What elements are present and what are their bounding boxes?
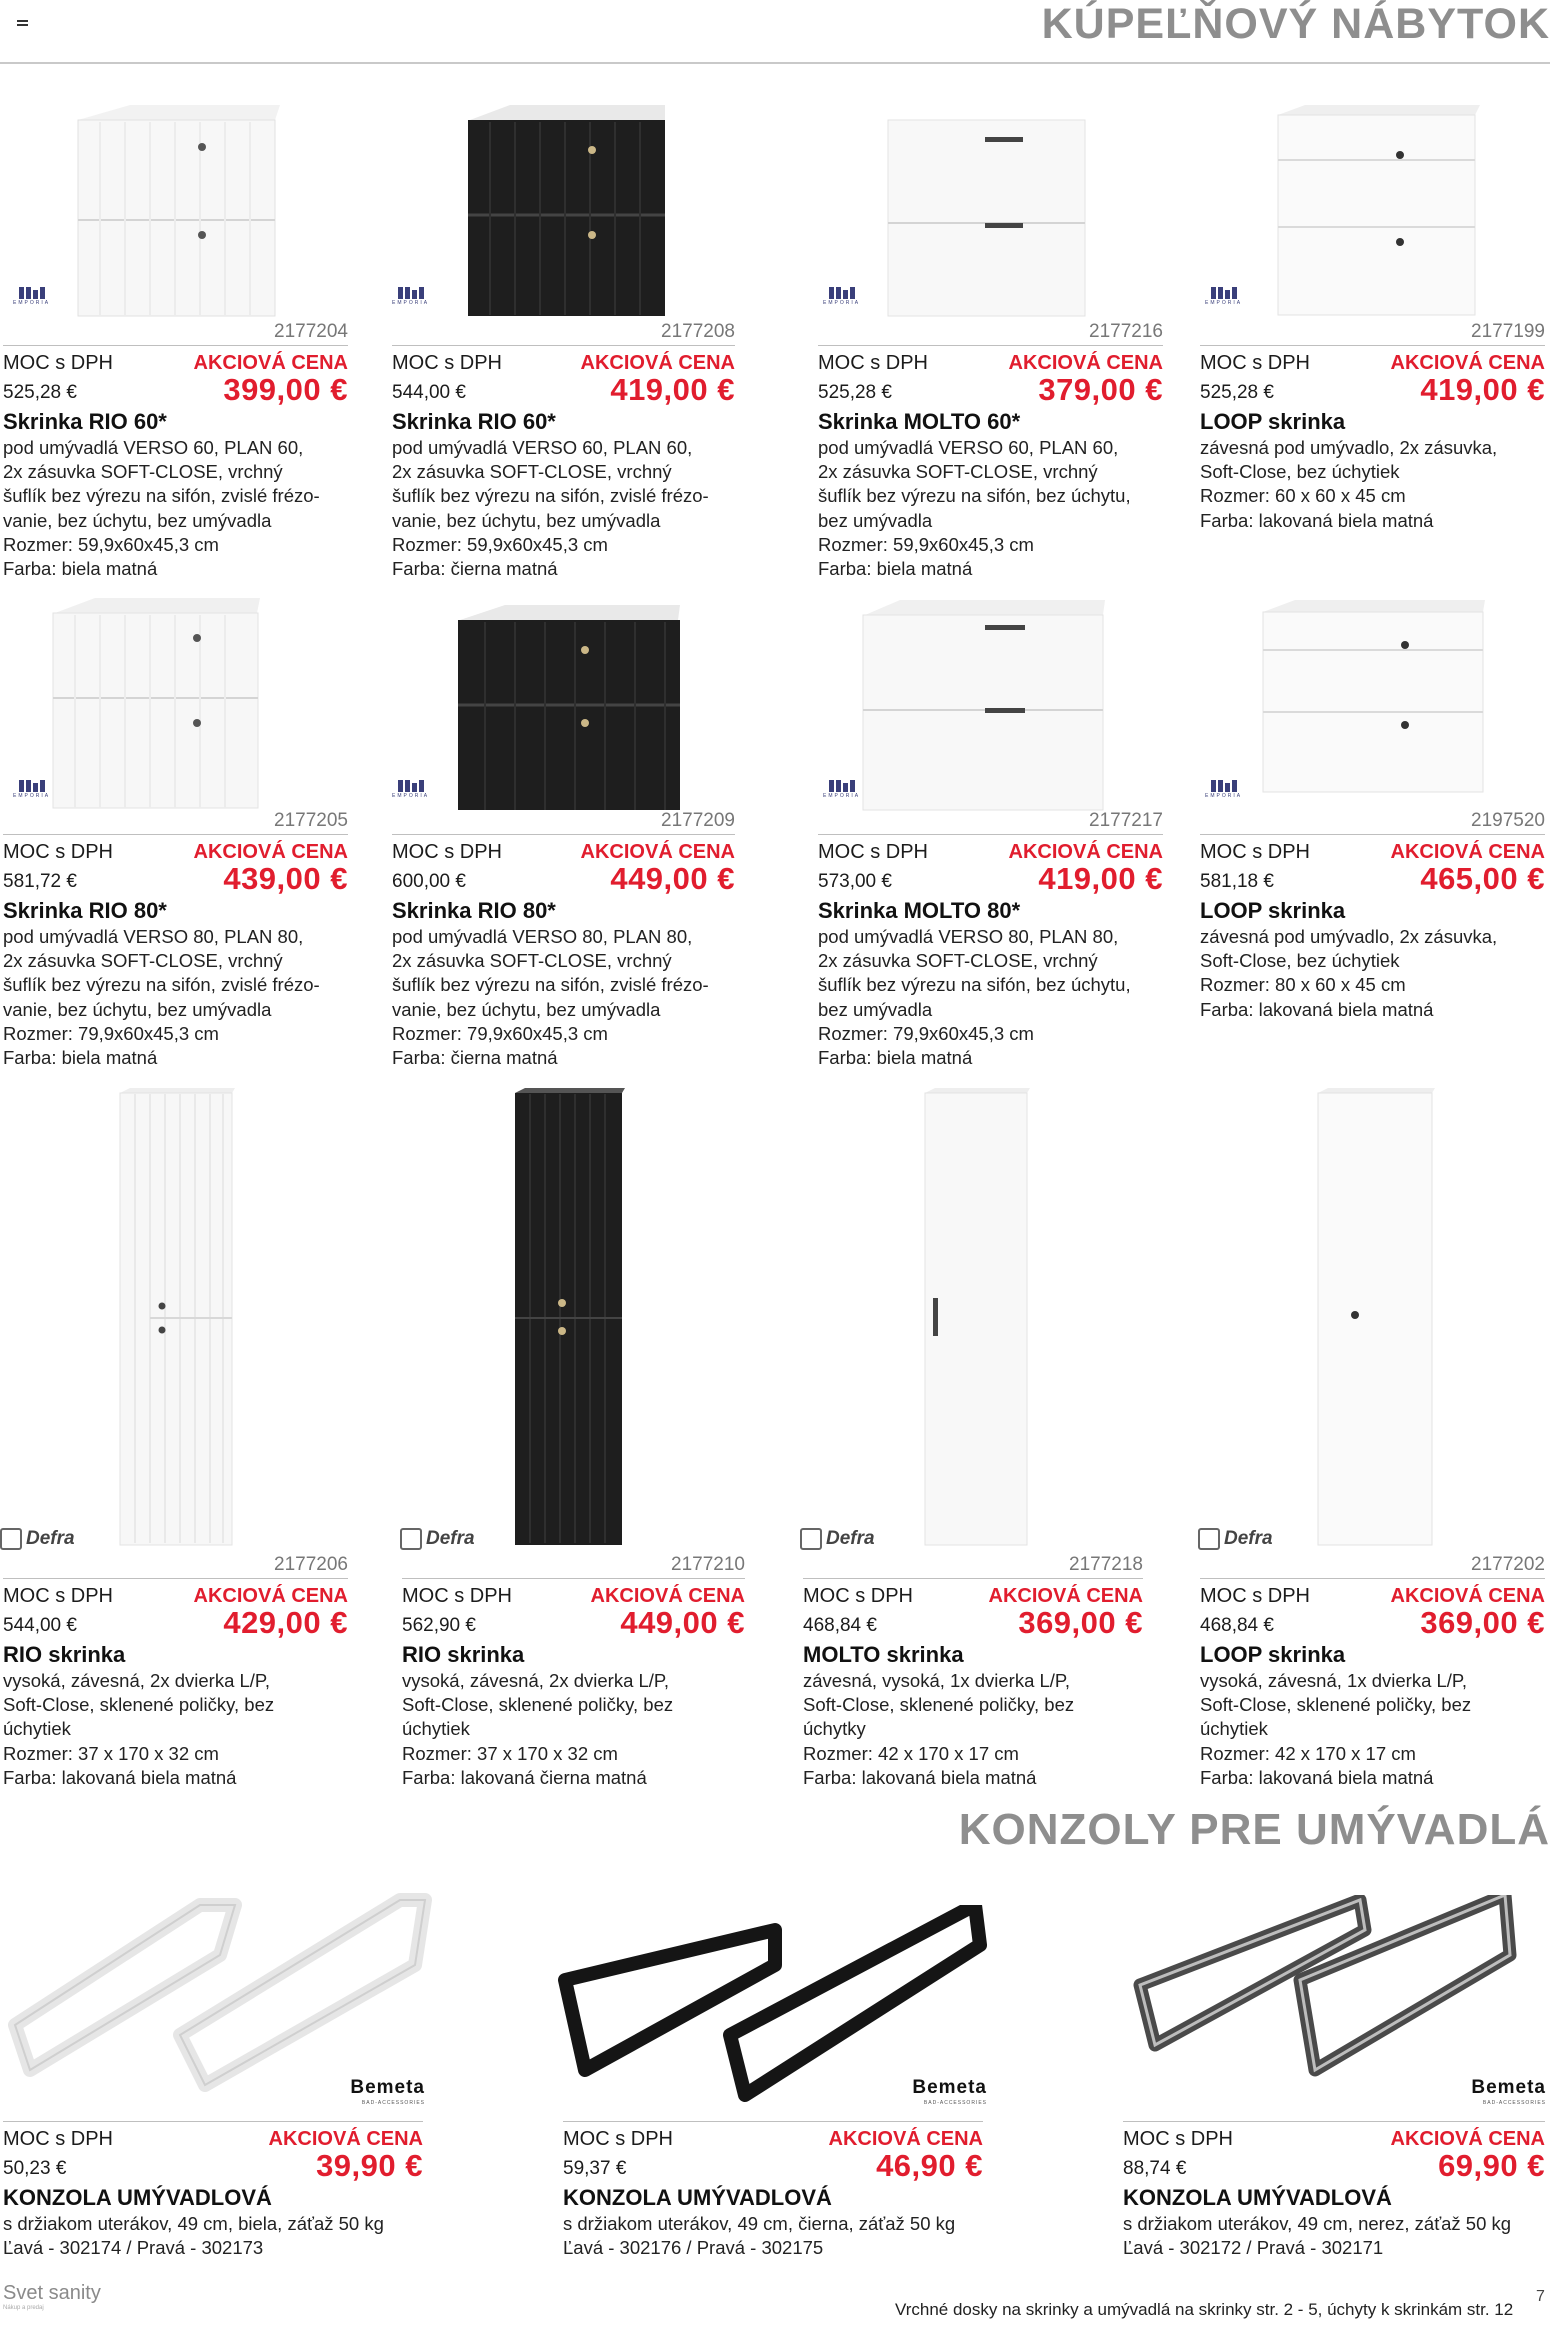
description-line: 2x zásuvka SOFT-CLOSE, vrchný — [818, 461, 1098, 483]
defra-logo-icon — [400, 1528, 422, 1550]
product-name: RIO skrinka — [3, 1642, 126, 1667]
promo-label: AKCIOVÁ CENA — [1390, 841, 1545, 863]
product-description — [818, 925, 1131, 1070]
product-image-rio80-black — [450, 605, 690, 815]
promo-label: AKCIOVÁ CENA — [193, 1585, 348, 1607]
price-separator — [402, 1578, 745, 1579]
description-line: Farba: lakovaná biela matná — [1200, 509, 1434, 531]
moc-label: MOC s DPH — [3, 1585, 113, 1607]
promo-label: AKCIOVÁ CENA — [988, 1585, 1143, 1607]
product-name: KONZOLA UMÝVADLOVÁ — [1123, 2185, 1392, 2210]
brand-name: EMPORIA — [1205, 793, 1243, 799]
description-line: 2x zásuvka SOFT-CLOSE, vrchný — [3, 461, 283, 483]
description-line: šuflík bez výrezu na sifón, zvislé frézo- — [392, 974, 709, 996]
product-description — [1200, 436, 1497, 533]
brand-subtitle: BAD-ACCESSORIES — [361, 2100, 425, 2106]
moc-label: MOC s DPH — [3, 352, 113, 374]
description-line: pod umývadlá VERSO 80, PLAN 80, — [3, 926, 304, 947]
description-line: Rozmer: 42 x 170 x 17 cm — [803, 1742, 1019, 1764]
product-description — [1200, 1669, 1471, 1790]
product-description — [803, 1669, 1074, 1790]
brand-name: EMPORIA — [13, 300, 51, 306]
promo-label: AKCIOVÁ CENA — [1390, 352, 1545, 374]
description-line: pod umývadlá VERSO 80, PLAN 80, — [818, 926, 1119, 947]
menu-icon[interactable] — [17, 20, 28, 28]
regular-price: 50,23 € — [3, 2158, 67, 2179]
description-line: pod umývadlá VERSO 60, PLAN 60, — [818, 437, 1119, 458]
promo-price: 429,00 € — [223, 1605, 348, 1640]
product-code: 2177217 — [1089, 810, 1163, 831]
moc-label: MOC s DPH — [1200, 352, 1310, 374]
product-code: 2177206 — [274, 1554, 348, 1575]
moc-label: MOC s DPH — [3, 841, 113, 863]
price-separator — [3, 2121, 423, 2122]
promo-label: AKCIOVÁ CENA — [193, 352, 348, 374]
brand-name: EMPORIA — [823, 300, 861, 306]
brand-logo-emporia — [1205, 780, 1242, 799]
product-image-rio80-white — [45, 598, 270, 813]
moc-label: MOC s DPH — [1200, 1585, 1310, 1607]
promo-label: AKCIOVÁ CENA — [580, 352, 735, 374]
brand-name: Defra — [426, 1528, 475, 1549]
moc-label: MOC s DPH — [1123, 2128, 1233, 2150]
emporia-logo-icon — [829, 780, 855, 792]
brand-name: EMPORIA — [13, 793, 51, 799]
promo-label: AKCIOVÁ CENA — [580, 841, 735, 863]
promo-price: 419,00 € — [1038, 861, 1163, 896]
footer-note: Vrchné dosky na skrinky a umývadlá na skrinky str. 2 - 5, úchyty k skrinkám str. 12 — [895, 2300, 1514, 2319]
description-line: vanie, bez úchytu, bez umývadla — [392, 998, 661, 1020]
description-line: Rozmer: 79,9x60x45,3 cm — [818, 1022, 1034, 1044]
price-separator — [818, 834, 1163, 835]
description-line: úchytiek — [1200, 1718, 1268, 1740]
description-line: vysoká, závesná, 2x dvierka L/P, — [402, 1670, 670, 1691]
product-code: 2177205 — [274, 810, 348, 831]
product-description — [563, 2212, 955, 2260]
product-description — [3, 2212, 384, 2260]
description-line: 2x zásuvka SOFT-CLOSE, vrchný — [818, 950, 1098, 972]
regular-price: 573,00 € — [818, 871, 892, 892]
promo-price: 399,00 € — [223, 372, 348, 407]
description-line: úchytiek — [402, 1718, 470, 1740]
product-code: 2177210 — [671, 1554, 745, 1575]
product-name: Skrinka MOLTO 80* — [818, 898, 1021, 923]
brand-name: Bemeta — [350, 2077, 425, 2098]
brand-logo-emporia — [13, 780, 50, 799]
product-image-loop60 — [1270, 105, 1490, 320]
description-line: Rozmer: 59,9x60x45,3 cm — [392, 533, 608, 555]
page-number: 7 — [1536, 2288, 1545, 2305]
description-line: Farba: biela matná — [3, 1047, 158, 1069]
moc-label: MOC s DPH — [402, 1585, 512, 1607]
promo-label: AKCIOVÁ CENA — [590, 1585, 745, 1607]
promo-label: AKCIOVÁ CENA — [1390, 2128, 1545, 2150]
product-description — [3, 436, 320, 581]
brand-name: Defra — [826, 1528, 875, 1549]
product-description — [402, 1669, 673, 1790]
description-line: bez umývadla — [818, 509, 933, 531]
price-separator — [803, 1578, 1143, 1579]
description-line: pod umývadlá VERSO 60, PLAN 60, — [392, 437, 693, 458]
description-line: Rozmer: 80 x 60 x 45 cm — [1200, 974, 1406, 996]
description-line: vanie, bez úchytu, bez umývadla — [392, 509, 661, 531]
description-line: Farba: biela matná — [3, 558, 158, 580]
product-name: RIO skrinka — [402, 1642, 525, 1667]
description-line: Farba: lakovaná biela matná — [803, 1766, 1037, 1788]
moc-label: MOC s DPH — [1200, 841, 1310, 863]
product-description — [818, 436, 1131, 581]
footer-brand: Svet sanity — [3, 2282, 101, 2304]
price-separator — [1123, 2121, 1545, 2122]
description-line: Rozmer: 79,9x60x45,3 cm — [392, 1022, 608, 1044]
description-line: úchytiek — [3, 1718, 71, 1740]
regular-price: 581,18 € — [1200, 871, 1274, 892]
product-image-loop80 — [1255, 600, 1495, 800]
product-code: 2197520 — [1471, 810, 1545, 831]
brand-logo-emporia — [392, 287, 429, 306]
product-name: Skrinka MOLTO 60* — [818, 409, 1021, 434]
description-line: Farba: lakovaná biela matná — [3, 1766, 237, 1788]
description-line: šuflík bez výrezu na sifón, bez úchytu, — [818, 485, 1131, 507]
brand-subtitle: BAD-ACCESSORIES — [1482, 2100, 1546, 2106]
product-code: 2177202 — [1471, 1554, 1545, 1575]
description-line: vysoká, závesná, 1x dvierka L/P, — [1200, 1670, 1468, 1691]
description-line: Rozmer: 37 x 170 x 32 cm — [3, 1742, 219, 1764]
moc-label: MOC s DPH — [818, 841, 928, 863]
regular-price: 88,74 € — [1123, 2158, 1187, 2179]
product-image-molto60 — [880, 105, 1100, 320]
moc-label: MOC s DPH — [3, 2128, 113, 2150]
promo-price: 449,00 € — [620, 1605, 745, 1640]
description-line: šuflík bez výrezu na sifón, zvislé frézo- — [3, 974, 320, 996]
moc-label: MOC s DPH — [563, 2128, 673, 2150]
price-separator — [3, 834, 348, 835]
promo-price: 369,00 € — [1420, 1605, 1545, 1640]
product-code: 2177209 — [661, 810, 735, 831]
price-separator — [392, 345, 735, 346]
regular-price: 562,90 € — [402, 1615, 476, 1636]
promo-price: 369,00 € — [1018, 1605, 1143, 1640]
product-image-rio-tall-black — [500, 1088, 630, 1548]
page-title: KÚPEĽŇOVÝ NÁBYTOK — [1041, 0, 1550, 48]
description-line: Ľavá - 302174 / Pravá - 302173 — [3, 2237, 264, 2259]
product-code: 2177199 — [1471, 321, 1545, 342]
promo-price: 419,00 € — [610, 372, 735, 407]
product-image-console-white — [0, 1885, 440, 2095]
regular-price: 525,28 € — [1200, 382, 1274, 403]
product-code: 2177216 — [1089, 321, 1163, 342]
product-description — [392, 925, 709, 1070]
product-description — [1200, 925, 1497, 1022]
description-line: vanie, bez úchytu, bez umývadla — [3, 509, 272, 531]
brand-logo-emporia — [13, 287, 50, 306]
product-name: Skrinka RIO 60* — [3, 409, 167, 434]
price-separator — [3, 345, 348, 346]
brand-name: Bemeta — [912, 2077, 987, 2098]
description-line: Soft-Close, sklenené poličky, bez — [803, 1694, 1075, 1716]
product-image-console-chrome — [1130, 1895, 1540, 2095]
moc-label: MOC s DPH — [392, 841, 502, 863]
description-line: Rozmer: 60 x 60 x 45 cm — [1200, 485, 1406, 507]
defra-logo-icon — [1198, 1528, 1220, 1550]
description-line: pod umývadlá VERSO 80, PLAN 80, — [392, 926, 693, 947]
product-name: KONZOLA UMÝVADLOVÁ — [563, 2185, 832, 2210]
emporia-logo-icon — [19, 780, 45, 792]
description-line: s držiakom uterákov, 49 cm, čierna, záťaž 50 kg — [563, 2213, 956, 2234]
description-line: 2x zásuvka SOFT-CLOSE, vrchný — [392, 461, 672, 483]
product-name: MOLTO skrinka — [803, 1642, 964, 1667]
promo-label: AKCIOVÁ CENA — [828, 2128, 983, 2150]
promo-price: 46,90 € — [876, 2148, 983, 2183]
description-line: s držiakom uterákov, 49 cm, biela, záťaž 50 kg — [3, 2213, 384, 2234]
product-name: Skrinka RIO 80* — [392, 898, 556, 923]
description-line: Farba: biela matná — [818, 558, 973, 580]
description-line: Farba: lakovaná biela matná — [1200, 1766, 1434, 1788]
brand-logo-emporia — [823, 287, 860, 306]
description-line: Farba: čierna matná — [392, 558, 558, 580]
product-image-rio-tall-white — [110, 1088, 240, 1548]
brand-name: Bemeta — [1471, 2077, 1546, 2098]
description-line: bez umývadla — [818, 998, 933, 1020]
promo-price: 379,00 € — [1038, 372, 1163, 407]
description-line: šuflík bez výrezu na sifón, zvislé frézo- — [392, 485, 709, 507]
product-image-molto80 — [855, 600, 1115, 815]
price-separator — [3, 1578, 348, 1579]
product-image-rio60-white — [70, 105, 290, 320]
product-name: KONZOLA UMÝVADLOVÁ — [3, 2185, 272, 2210]
brand-logo-bemeta — [892, 2077, 987, 2106]
description-line: závesná pod umývadlo, 2x zásuvka, — [1200, 437, 1498, 458]
section-title-consoles: KONZOLY PRE UMÝVADLÁ — [958, 1805, 1550, 1854]
description-line: Ľavá - 302176 / Pravá - 302175 — [563, 2237, 824, 2259]
product-name: Skrinka RIO 80* — [3, 898, 167, 923]
regular-price: 525,28 € — [3, 382, 77, 403]
product-code: 2177218 — [1069, 1554, 1143, 1575]
regular-price: 468,84 € — [1200, 1615, 1274, 1636]
promo-price: 465,00 € — [1420, 861, 1545, 896]
description-line: pod umývadlá VERSO 60, PLAN 60, — [3, 437, 304, 458]
regular-price: 544,00 € — [392, 382, 466, 403]
moc-label: MOC s DPH — [818, 352, 928, 374]
brand-subtitle: BAD-ACCESSORIES — [923, 2100, 987, 2106]
brand-logo-emporia — [392, 780, 429, 799]
header-divider — [0, 62, 1550, 64]
promo-price: 69,90 € — [1438, 2148, 1545, 2183]
description-line: Soft-Close, sklenené poličky, bez — [1200, 1694, 1472, 1716]
brand-logo-bemeta — [330, 2077, 425, 2106]
brand-name: EMPORIA — [823, 793, 861, 799]
description-line: 2x zásuvka SOFT-CLOSE, vrchný — [3, 950, 283, 972]
brand-name: Defra — [1224, 1528, 1273, 1549]
brand-name: EMPORIA — [392, 793, 430, 799]
price-separator — [1200, 834, 1545, 835]
description-line: Rozmer: 59,9x60x45,3 cm — [3, 533, 219, 555]
promo-label: AKCIOVÁ CENA — [1008, 841, 1163, 863]
brand-logo-defra — [800, 1528, 875, 1550]
brand-logo-defra — [0, 1528, 75, 1550]
product-name: Skrinka RIO 60* — [392, 409, 556, 434]
product-name: LOOP skrinka — [1200, 898, 1346, 923]
product-code: 2177204 — [274, 321, 348, 342]
emporia-logo-icon — [1211, 780, 1237, 792]
description-line: Soft-Close, sklenené poličky, bez — [402, 1694, 674, 1716]
brand-name: Defra — [26, 1528, 75, 1549]
regular-price: 600,00 € — [392, 871, 466, 892]
regular-price: 581,72 € — [3, 871, 77, 892]
description-line: závesná pod umývadlo, 2x zásuvka, — [1200, 926, 1498, 947]
regular-price: 525,28 € — [818, 382, 892, 403]
promo-label: AKCIOVÁ CENA — [193, 841, 348, 863]
product-image-molto-tall — [915, 1088, 1035, 1548]
brand-logo-defra — [400, 1528, 475, 1550]
price-separator — [392, 834, 735, 835]
product-image-console-black — [555, 1905, 995, 2105]
brand-name: EMPORIA — [392, 300, 430, 306]
description-line: Rozmer: 37 x 170 x 32 cm — [402, 1742, 618, 1764]
description-line: závesná, vysoká, 1x dvierka L/P, — [803, 1670, 1071, 1691]
product-image-loop-tall — [1310, 1088, 1440, 1548]
description-line: Farba: čierna matná — [392, 1047, 558, 1069]
promo-label: AKCIOVÁ CENA — [1008, 352, 1163, 374]
brand-name: EMPORIA — [1205, 300, 1243, 306]
description-line: Farba: lakovaná biela matná — [1200, 998, 1434, 1020]
description-line: vanie, bez úchytu, bez umývadla — [3, 998, 272, 1020]
price-separator — [818, 345, 1163, 346]
promo-label: AKCIOVÁ CENA — [268, 2128, 423, 2150]
emporia-logo-icon — [829, 287, 855, 299]
price-separator — [563, 2121, 983, 2122]
product-code: 2177208 — [661, 321, 735, 342]
description-line: šuflík bez výrezu na sifón, zvislé frézo- — [3, 485, 320, 507]
footer-tagline: Nákup a predaj — [3, 2305, 44, 2311]
description-line: s držiakom uterákov, 49 cm, nerez, záťaž 50 kg — [1123, 2213, 1512, 2234]
brand-logo-defra — [1198, 1528, 1273, 1550]
defra-logo-icon — [800, 1528, 822, 1550]
description-line: Farba: lakovaná čierna matná — [402, 1766, 647, 1788]
product-description — [1123, 2212, 1511, 2260]
description-line: Rozmer: 59,9x60x45,3 cm — [818, 533, 1034, 555]
emporia-logo-icon — [398, 780, 424, 792]
description-line: Ľavá - 302172 / Pravá - 302171 — [1123, 2237, 1384, 2259]
moc-label: MOC s DPH — [392, 352, 502, 374]
emporia-logo-icon — [398, 287, 424, 299]
promo-price: 419,00 € — [1420, 372, 1545, 407]
defra-logo-icon — [0, 1528, 22, 1550]
description-line: úchytky — [803, 1718, 866, 1740]
description-line: šuflík bez výrezu na sifón, bez úchytu, — [818, 974, 1131, 996]
price-separator — [1200, 345, 1545, 346]
description-line: 2x zásuvka SOFT-CLOSE, vrchný — [392, 950, 672, 972]
moc-label: MOC s DPH — [803, 1585, 913, 1607]
brand-logo-bemeta — [1451, 2077, 1546, 2106]
price-separator — [1200, 1578, 1545, 1579]
description-line: Rozmer: 42 x 170 x 17 cm — [1200, 1742, 1416, 1764]
description-line: Soft-Close, bez úchytiek — [1200, 461, 1400, 483]
emporia-logo-icon — [19, 287, 45, 299]
brand-logo-emporia — [1205, 287, 1242, 306]
description-line: vysoká, závesná, 2x dvierka L/P, — [3, 1670, 271, 1691]
description-line: Farba: biela matná — [818, 1047, 973, 1069]
promo-price: 449,00 € — [610, 861, 735, 896]
promo-price: 439,00 € — [223, 861, 348, 896]
product-name: LOOP skrinka — [1200, 1642, 1346, 1667]
product-name: LOOP skrinka — [1200, 409, 1346, 434]
regular-price: 544,00 € — [3, 1615, 77, 1636]
description-line: Soft-Close, bez úchytiek — [1200, 950, 1400, 972]
promo-price: 39,90 € — [316, 2148, 423, 2183]
description-line: Soft-Close, sklenené poličky, bez — [3, 1694, 275, 1716]
regular-price: 59,37 € — [563, 2158, 627, 2179]
product-description — [392, 436, 709, 581]
product-description — [3, 1669, 274, 1790]
emporia-logo-icon — [1211, 287, 1237, 299]
promo-label: AKCIOVÁ CENA — [1390, 1585, 1545, 1607]
product-description — [3, 925, 320, 1070]
regular-price: 468,84 € — [803, 1615, 877, 1636]
product-image-rio60-black — [460, 105, 680, 320]
description-line: Rozmer: 79,9x60x45,3 cm — [3, 1022, 219, 1044]
brand-logo-emporia — [823, 780, 860, 799]
